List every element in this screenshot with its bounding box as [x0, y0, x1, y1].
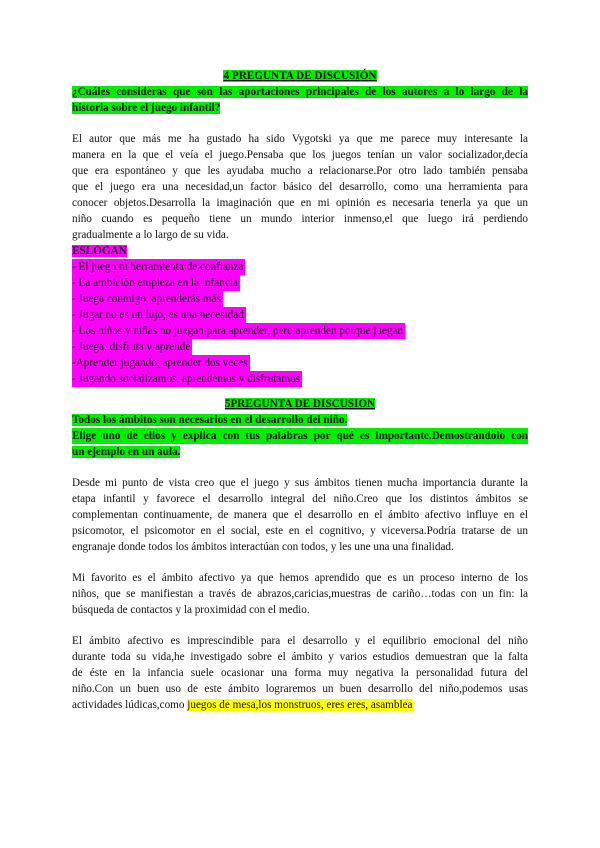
- section4-answer-line: gradualmente a lo largo de su vida.: [72, 229, 229, 241]
- paragraph-line: niño.Con un buen uso de este ámbito lograremos un buen desarrollo del niño,podemos usas: [72, 683, 528, 695]
- section5-paragraph-1: [72, 475, 528, 555]
- slogan-list: [72, 259, 528, 387]
- paragraph-line: de éste en la infancia suele ocasionar una forma muy negativa la personalidad futura del: [72, 667, 528, 679]
- slogan-item: - Jugando socializamos, aprendemos y disfrutamos: [72, 373, 301, 385]
- paragraph-line: engranaje donde todos los ámbitos interactúan con todos, y les une una una finalidad.: [72, 541, 454, 553]
- section5-heading: 5PREGUNTA DE DISCUSION: [224, 398, 376, 410]
- last-line-text: actividades lúdicas,como: [72, 699, 188, 711]
- spacer: [72, 618, 528, 633]
- paragraph-line: etapa infantil y favorece el desarrollo integral del niño.Creo que los distintos ámbitos se: [72, 493, 528, 505]
- section4-answer-line: niño cuando es pequeño tiene un mundo interior inmenso,el que luego irá perdiendo: [72, 213, 528, 225]
- section4-question-text-1: ¿Cuáles consideras que son las aportaciones principales de los autores a lo largo de la: [72, 86, 528, 98]
- section5-paragraph-3: [72, 633, 528, 713]
- paragraph-line: durante toda su vida,he investigado sobre el ámbito y varios estudios demuestran que la falta: [72, 651, 528, 663]
- section4-answer-line: que el juego era una necesidad,un factor básico del desarrollo, como una herramienta para: [72, 181, 528, 193]
- paragraph-line: psicomotor, el psicomotor en el social, este en el cognitivo, y viceversa.Podría tratarse de un: [72, 525, 528, 537]
- slogan-title: ESLOGAN: [72, 245, 127, 257]
- paragraph-last-line: [72, 697, 528, 713]
- spacer: [72, 116, 528, 131]
- section5-question-line-2: Elige uno de ellos y explica con tus palabras por qué es importante.Demostrándolo con: [72, 430, 528, 442]
- section4-question-text-2: historia sobre el juego infantil?: [72, 102, 221, 114]
- section5-heading-row: [72, 396, 528, 412]
- paragraph-line: Mi favorito es el ámbito afectivo ya que hemos aprendido que es un proceso interno de los: [72, 572, 528, 584]
- section4-heading-row: [72, 68, 528, 84]
- slogan-item: -Aprender jugando, aprender dos veces: [72, 357, 248, 369]
- section5-paragraph-2: [72, 570, 528, 618]
- spacer: [72, 460, 528, 475]
- slogan-item: - El juego tu herramienta de confianza: [72, 261, 244, 273]
- section4-answer-line: conocer objetos.Desarrolla la imaginación que en mi opinión es necesaria tenerla ya que un: [72, 197, 528, 209]
- slogan-item: - Los niños y niñas no juegan para aprender, pero aprenden porque juegan: [72, 325, 404, 337]
- section4-answer: [72, 131, 528, 243]
- paragraph-line: El ámbito afectivo es imprescindible para el desarrollo y el equilibrio emocional del niño: [72, 635, 528, 647]
- document-page: [72, 68, 528, 713]
- slogan-item: - Jugar no es un lujo, es una necesidad: [72, 309, 244, 321]
- section5-question-line-1: [72, 412, 528, 428]
- section4-answer-line: manera en la que el veía el juego.Pensaba que los juegos tenían un valor socializador,decía: [72, 149, 528, 161]
- spacer: [72, 555, 528, 570]
- spacer: [72, 387, 528, 396]
- slogan-title-row: [72, 243, 528, 259]
- paragraph-line: Desde mi punto de vista creo que el juego y sus ámbitos tienen mucha importancia durante la: [72, 477, 528, 489]
- section4-question-line-2: [72, 100, 528, 116]
- section5-question-text-3: un ejemplo en un aula.: [72, 446, 181, 458]
- highlighted-examples: juegos de mesa,los monstruos, eres eres, asamblea: [187, 699, 413, 711]
- slogan-item: - La ambición empieza en la infancia: [72, 277, 238, 289]
- section4-heading: 4 PREGUNTA DE DISCUSIÓN: [223, 70, 377, 82]
- paragraph-line: búsqueda de contactos y la proximidad con el medio.: [72, 604, 310, 616]
- section4-answer-line: El autor que más me ha gustado ha sido Vygotski ya que me parece muy interesante la: [72, 133, 528, 145]
- slogan-item: - Juega conmigo, aprenderás más: [72, 293, 221, 305]
- section4-question-line-1: [72, 84, 528, 100]
- slogan-item: - Juega, disfruta y aprende: [72, 341, 191, 353]
- section5-question-line-3: [72, 444, 528, 460]
- paragraph-line: complementan continuamente, de manera que el desarrollo en el ámbito afectivo influye en el: [72, 509, 528, 521]
- section5-question-text-1: Todos los ámbitos son necesarios en el desarrollo del niño.: [72, 414, 348, 426]
- section4-answer-line: que era espontáneo y que les ayudaba mucho a relacionarse.Por otro lado también pensaba: [72, 165, 528, 177]
- paragraph-line: niños, que se manifiestan a través de abrazos,caricias,muestras de cariño…todas con un fin: la: [72, 588, 528, 600]
